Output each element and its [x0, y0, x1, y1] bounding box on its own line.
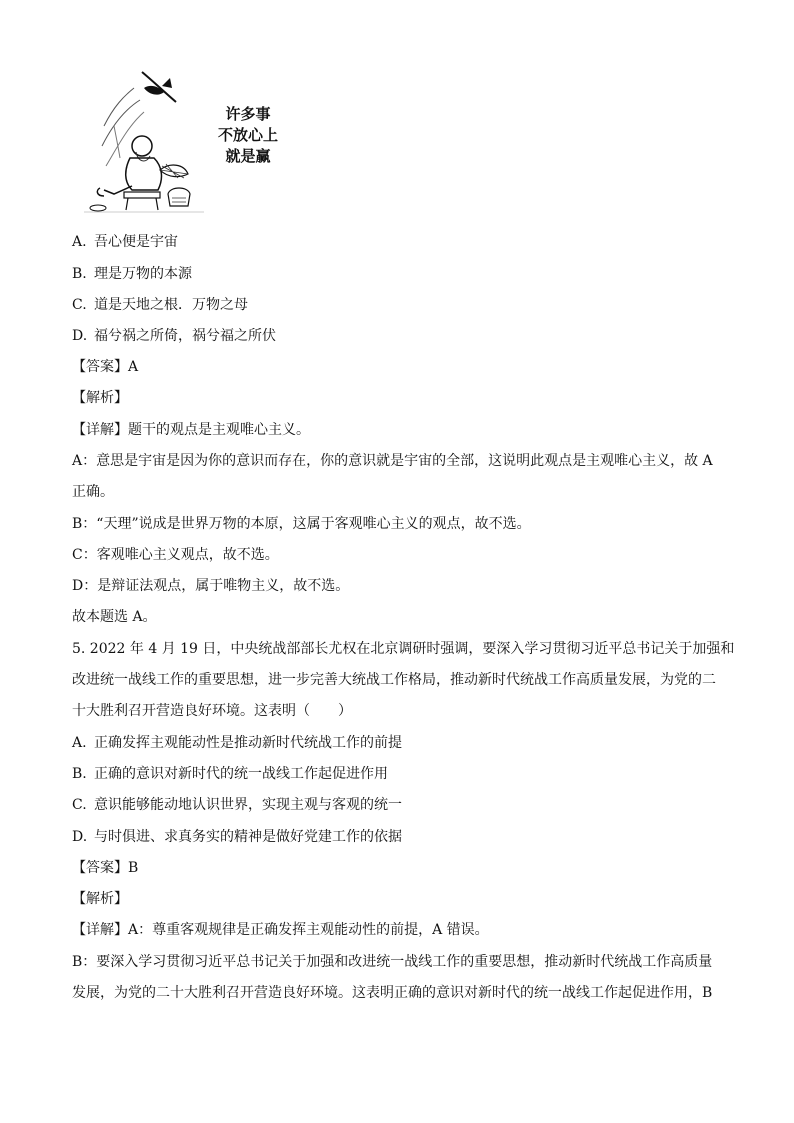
q5-explanation-b: B：要深入学习贯彻习近平总书记关于加强和改进统一战线工作的重要思想，推动新时代统战工作高质量	[72, 954, 713, 970]
q4-explanation-c: C：客观唯心主义观点，故不选。	[72, 547, 279, 563]
q4-answer: 【答案】A	[72, 359, 139, 375]
q5-option-c	[72, 795, 402, 815]
q4-conclusion: 故本题选 A。	[72, 609, 157, 625]
q5-option-b	[72, 764, 388, 784]
option-text: 与时俱进、求真务实的精神是做好党建工作的依据	[94, 829, 402, 845]
q5-stem-line-2: 改进统一战线工作的重要思想，进一步完善大统战工作格局，推动新时代统战工作高质量发展，为党的二	[72, 672, 716, 688]
q4-explanation-a-cont: 正确。	[72, 484, 114, 500]
cartoon-illustration	[84, 66, 284, 216]
cartoon-caption-line: 不放心上	[217, 126, 278, 144]
q4-explanation-d: D：是辩证法观点，属于唯物主义，故不选。	[72, 578, 350, 594]
cartoon-caption	[208, 104, 288, 167]
option-text: 吾心便是宇宙	[94, 234, 178, 250]
q5-stem-line-1: 5. 2022 年 4 月 19 日，中央统战部部长尤权在北京调研时强调，要深入学习贯彻习近平总书记关于加强和	[72, 641, 735, 657]
option-letter: D.	[72, 829, 88, 845]
q5-stem-line-3: 十大胜利召开营造良好环境。这表明（ ）	[72, 703, 352, 719]
q4-detail: 【详解】题干的观点是主观唯心主义。	[72, 422, 310, 438]
q5-explanation-b-cont: 发展，为党的二十大胜利召开营造良好环境。这表明正确的意识对新时代的统一战线工作起促进作用，B	[72, 985, 713, 1001]
option-letter: A.	[72, 735, 87, 751]
option-letter: C.	[72, 797, 87, 813]
q5-detail: 【详解】A：尊重客观规律是正确发挥主观能动性的前提，A 错误。	[72, 922, 489, 938]
q4-explanation-b: B：“天理”说成是世界万物的本原，这属于客观唯心主义的观点，故不选。	[72, 516, 531, 532]
q4-explanation-a: A：意思是宇宙是因为你的意识而存在，你的意识就是宇宙的全部，这说明此观点是主观唯心主义，故 A	[72, 453, 713, 469]
option-letter: B.	[72, 766, 87, 782]
option-text: 意识能够能动地认识世界，实现主观与客观的统一	[94, 797, 402, 813]
option-text: 理是万物的本源	[94, 266, 192, 282]
q4-option-c	[72, 295, 248, 315]
option-text: 正确的意识对新时代的统一战线工作起促进作用	[94, 766, 388, 782]
option-letter: A.	[72, 234, 87, 250]
q4-analysis-heading: 【解析】	[72, 390, 128, 406]
cartoon-caption-line: 许多事	[225, 105, 271, 123]
q4-option-a	[72, 232, 178, 252]
q5-answer: 【答案】B	[72, 860, 139, 876]
q5-option-a	[72, 733, 402, 753]
cartoon-caption-line: 就是赢	[225, 147, 271, 165]
option-text: 道是天地之根．万物之母	[94, 297, 248, 313]
option-text: 正确发挥主观能动性是推动新时代统战工作的前提	[94, 735, 402, 751]
q4-option-b	[72, 264, 192, 284]
option-letter: C.	[72, 297, 87, 313]
q4-option-d	[72, 326, 276, 346]
q5-option-d	[72, 827, 402, 847]
option-text: 福兮祸之所倚，祸兮福之所伏	[94, 328, 276, 344]
q5-analysis-heading: 【解析】	[72, 891, 128, 907]
option-letter: B.	[72, 266, 87, 282]
option-letter: D.	[72, 328, 88, 344]
